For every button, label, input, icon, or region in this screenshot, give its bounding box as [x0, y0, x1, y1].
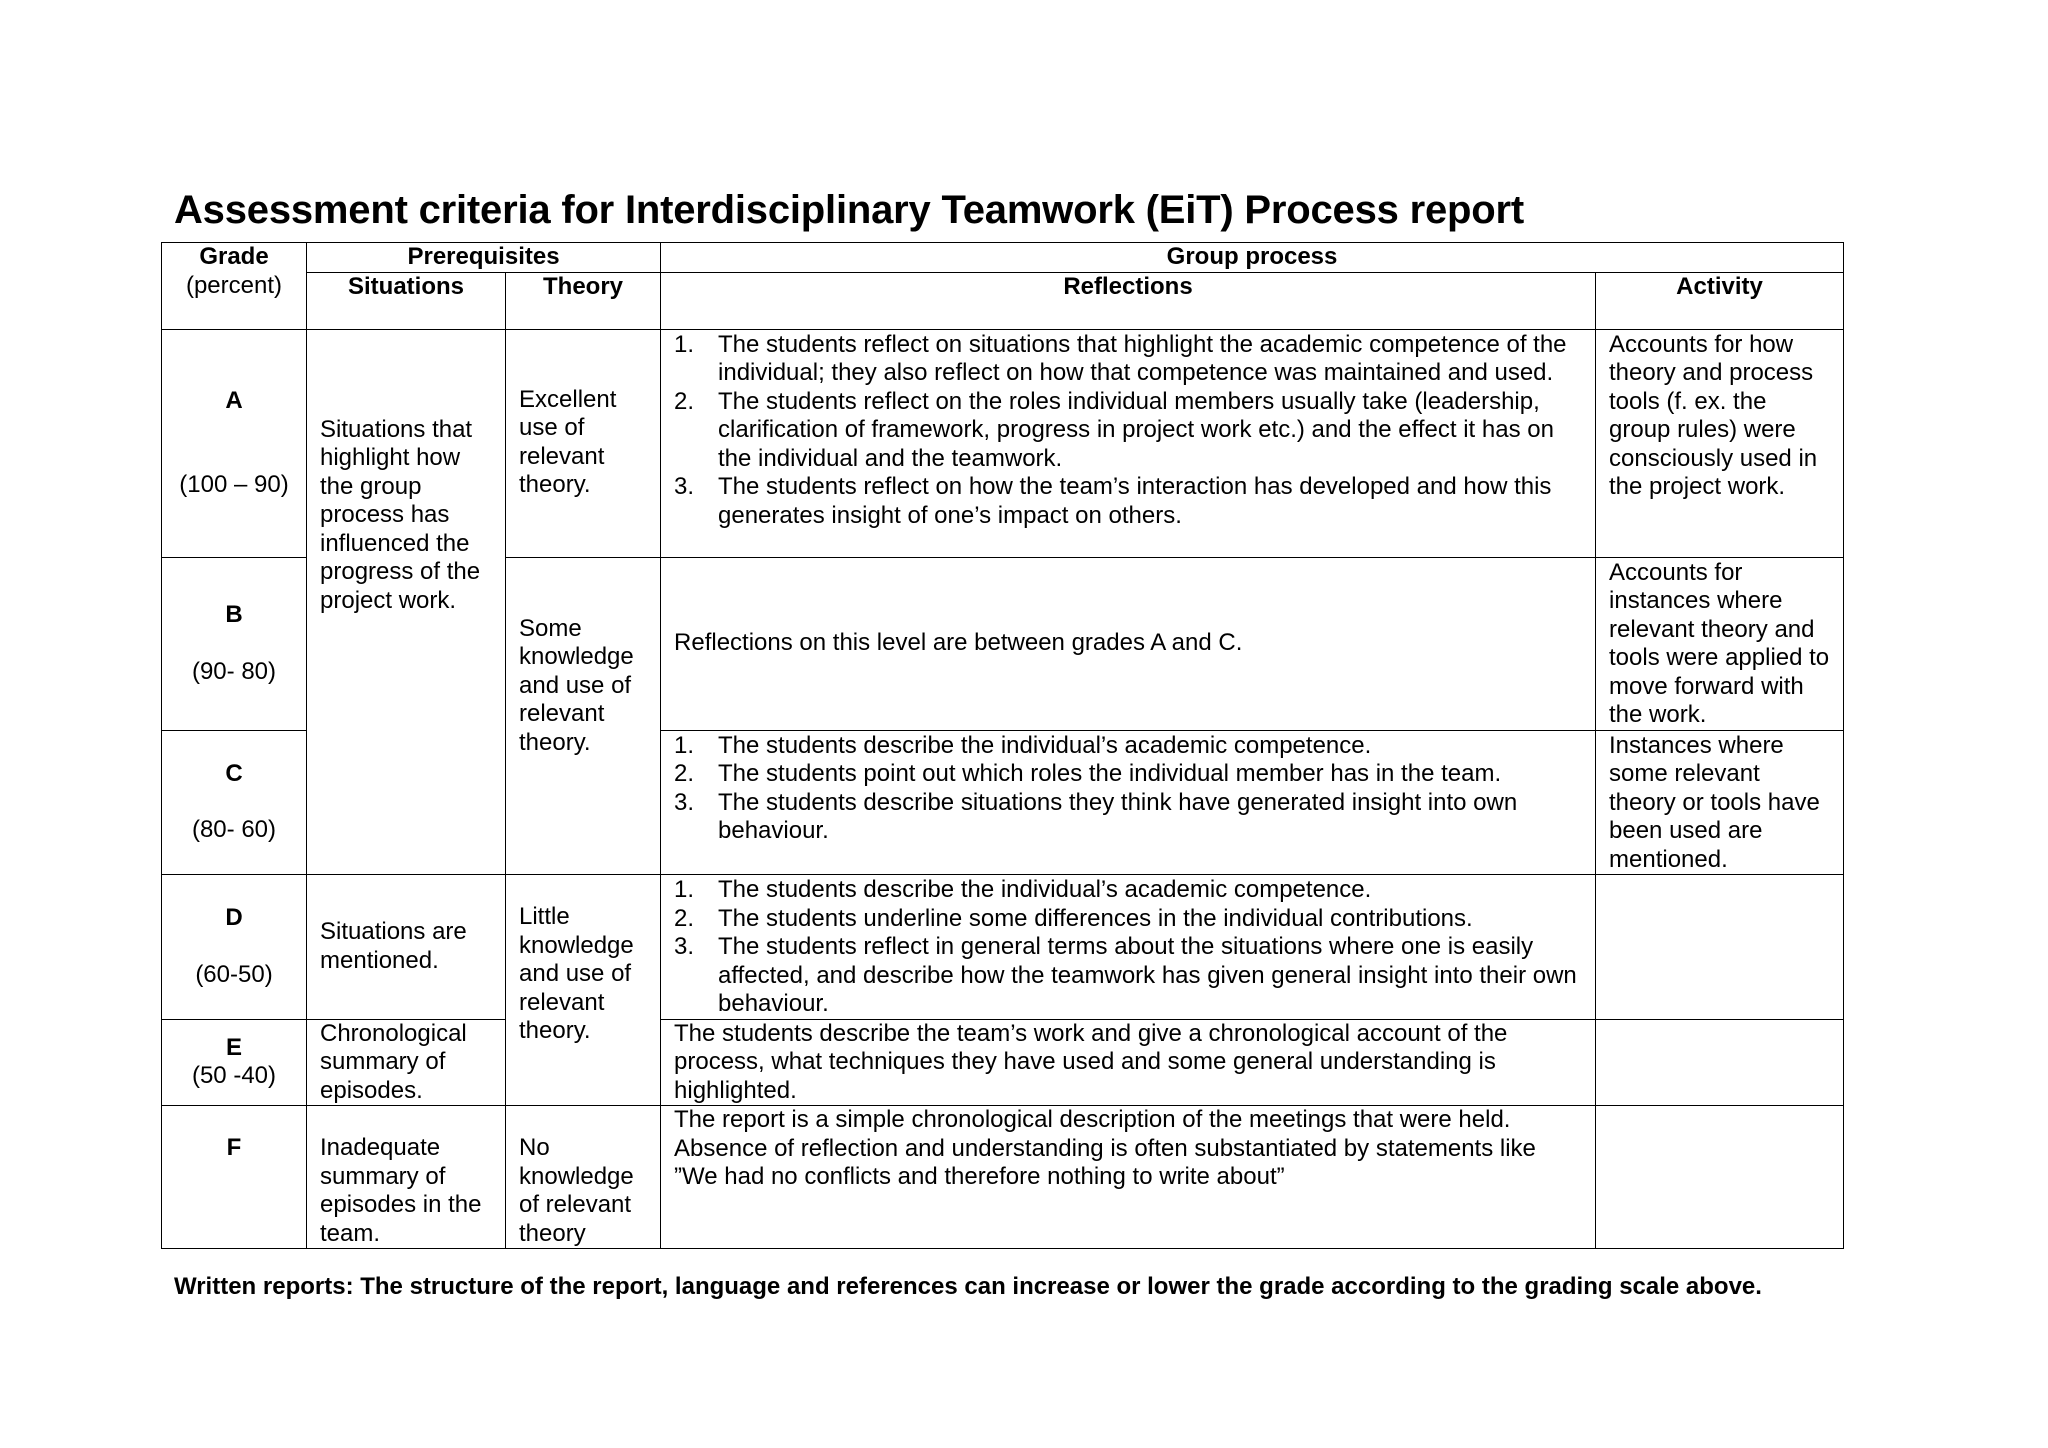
reflections-cell-b: Reflections on this level are between grades A and C. — [661, 557, 1596, 730]
list-item: 3. The students describe situations they think have generated insight into own behaviour. — [674, 788, 1518, 844]
activity-cell-e — [1596, 1019, 1844, 1106]
list-item: 2. The students underline some differences in the individual contributions. — [674, 904, 1473, 932]
grade-header-label: Grade — [199, 243, 269, 270]
percent-header-label: (percent) — [185, 271, 283, 299]
grade-row-d — [162, 875, 1844, 1020]
header-row-2 — [162, 272, 1844, 329]
grade-range: (100 – 90) — [179, 471, 289, 498]
reflections-list-a — [674, 331, 1582, 531]
grade-cell-b — [162, 557, 307, 730]
reflections-cell-a — [661, 329, 1596, 557]
grade-header — [162, 243, 307, 330]
list-item: 3. The students reflect in general terms about the situations where one is easily affected, and describe how the teamwork has given general insight into their own behaviour. — [674, 933, 1577, 1017]
situations-header: Situations — [307, 272, 506, 329]
situations-cell-d: Situations are mentioned. — [307, 875, 506, 1020]
header-row-1 — [162, 243, 1844, 273]
grade-letter: A — [225, 386, 243, 414]
grade-row-f — [162, 1106, 1844, 1249]
grade-range: (50 -40) — [191, 1062, 277, 1090]
grade-letter: C — [225, 759, 243, 787]
grade-row-e — [162, 1019, 1844, 1106]
assessment-table — [161, 242, 1844, 1249]
grade-letter: F — [226, 1134, 242, 1161]
list-item: 2. The students reflect on the roles individual members usually take (leadership, clarification of framework, progress in project work etc.) and the effect it has on the individual and the teamwork. — [674, 387, 1554, 472]
list-item: 3. The students reflect on how the team’s interaction has developed and how this generates insight of one’s impact on others. — [674, 473, 1552, 529]
grade-cell-c — [162, 730, 307, 875]
situations-cell-abc: Situations that highlight how the group process has influenced the progress of the project work. — [307, 329, 506, 875]
reflections-list-d — [674, 876, 1582, 1019]
page-title: Assessment criteria for Interdisciplinary Teamwork (EiT) Process report — [174, 188, 1524, 232]
grade-cell-d — [162, 875, 307, 1020]
activity-header: Activity — [1596, 272, 1844, 329]
list-item: 1. The students reflect on situations that highlight the academic competence of the individual; they also reflect on how that competence was maintained and used. — [674, 330, 1567, 386]
theory-cell-de: Little knowledge and use of relevant theory. — [506, 875, 661, 1106]
list-item: 2. The students point out which roles the individual member has in the team. — [674, 760, 1502, 787]
grade-letter: D — [225, 904, 243, 932]
reflections-cell-d — [661, 875, 1596, 1020]
theory-cell-f: No knowledge of relevant theory — [506, 1106, 661, 1249]
situations-cell-e: Chronological summary of episodes. — [307, 1019, 506, 1106]
prerequisites-header: Prerequisites — [307, 243, 661, 273]
reflections-cell-c — [661, 730, 1596, 875]
grade-cell-a — [162, 329, 307, 557]
grade-cell-f — [162, 1106, 307, 1249]
activity-cell-f — [1596, 1106, 1844, 1249]
reflections-header: Reflections — [661, 272, 1596, 329]
activity-cell-a: Accounts for how theory and process tools (f. ex. the group rules) were consciously used in the project work. — [1596, 329, 1844, 557]
activity-cell-c: Instances where some relevant theory or tools have been used are mentioned. — [1596, 730, 1844, 875]
reflections-cell-e: The students describe the team’s work and give a chronological account of the process, what techniques they have used and some general understanding is highlighted. — [661, 1019, 1596, 1106]
theory-header: Theory — [506, 272, 661, 329]
grade-range: (80- 60) — [191, 816, 277, 844]
activity-cell-b: Accounts for instances where relevant theory and tools were applied to move forward with the work. — [1596, 557, 1844, 730]
theory-cell-a: Excellent use of relevant theory. — [506, 329, 661, 557]
grade-range: (60-50) — [195, 960, 273, 988]
activity-cell-d — [1596, 875, 1844, 1020]
reflections-list-c — [674, 732, 1582, 846]
list-item: 1. The students describe the individual’s academic competence. — [674, 731, 1372, 759]
grade-letter: E — [225, 1033, 242, 1061]
grade-cell-e — [162, 1019, 307, 1106]
footer-note: Written reports: The structure of the report, language and references can increase or lower the grade according to the grading scale above. — [174, 1273, 1762, 1300]
reflections-cell-f: The report is a simple chronological description of the meetings that were held. Absence of reflection and understanding is often substantiated by statements like ”We had no conflicts and therefore nothing to write about” — [661, 1106, 1596, 1249]
theory-cell-bc: Some knowledge and use of relevant theory. — [506, 557, 661, 875]
grade-range: (90- 80) — [191, 657, 277, 685]
situations-cell-f: Inadequate summary of episodes in the team. — [307, 1106, 506, 1249]
group-process-header: Group process — [661, 243, 1844, 273]
grade-row-a — [162, 329, 1844, 557]
list-item: 1. The students describe the individual’s academic competence. — [674, 876, 1372, 903]
grade-letter: B — [225, 601, 243, 628]
